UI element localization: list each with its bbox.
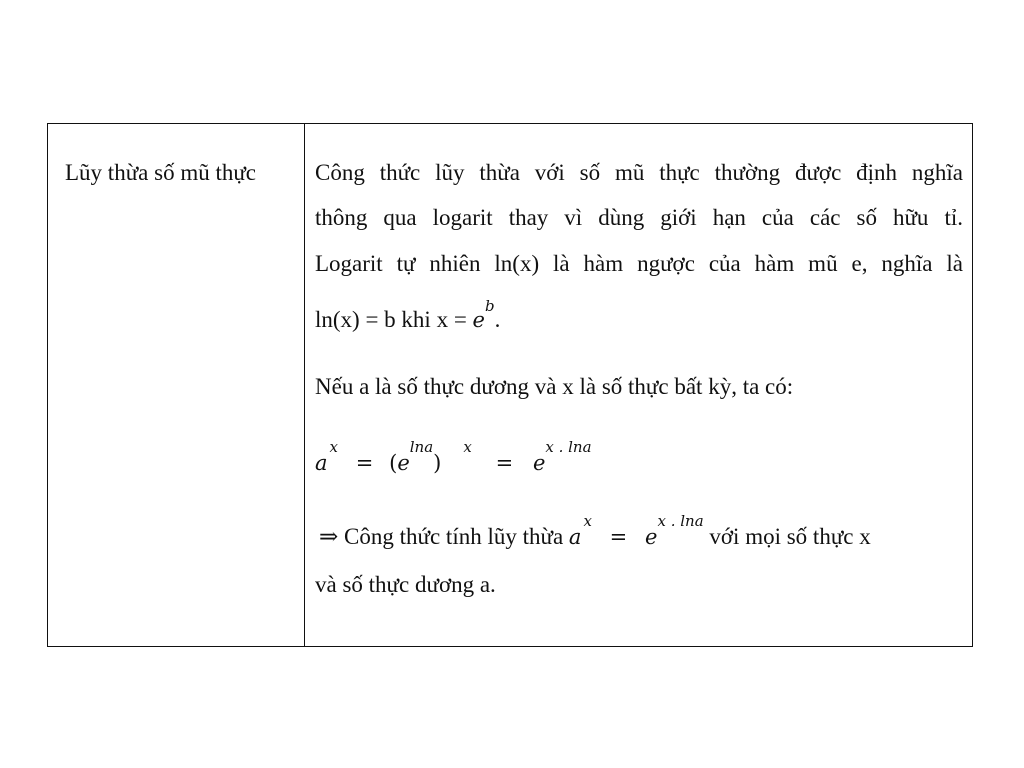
- conclusion-e: e: [645, 525, 658, 549]
- conclusion-a: a: [568, 525, 582, 549]
- definition-line-5: Nếu a là số thực dương và x là số thực bất kỳ, ta có:: [315, 374, 794, 399]
- formula-rparen: ): [433, 451, 442, 475]
- conclusion-equals: =: [609, 525, 628, 549]
- definition-line-3: Logarit tự nhiên ln(x) là hàm ngược của hàm mũ e, nghĩa là: [315, 251, 963, 276]
- conclusion-line-2: và số thực dương a.: [315, 572, 496, 597]
- definition-line-4: [315, 297, 963, 333]
- conclusion-text-after: với mọi số thực x: [709, 524, 871, 549]
- definition-table: [47, 123, 973, 647]
- definition-line-1: Công thức lũy thừa với số mũ thực thường được định nghĩa: [315, 160, 963, 185]
- period: .: [494, 307, 501, 332]
- exponent-b: b: [484, 297, 495, 315]
- conclusion-line: [319, 512, 967, 550]
- formula-equals-2: =: [495, 451, 514, 475]
- formula-a: a: [315, 451, 328, 475]
- conclusion-exp-x: x: [583, 512, 592, 530]
- formula-lparen: (: [389, 451, 398, 475]
- formula-exp-xlna: x . lna: [545, 438, 592, 456]
- conclusion-text-before: Công thức tính lũy thừa: [344, 524, 564, 549]
- formula-equals-1: =: [355, 451, 374, 475]
- conclusion-exp-xlna: x . lna: [657, 512, 704, 530]
- formula-exp-x: x: [329, 438, 338, 456]
- term-cell: [48, 124, 305, 646]
- formula-exp-lna: lna: [409, 438, 434, 456]
- formula-e-2: e: [532, 451, 546, 475]
- term-label: Lũy thừa số mũ thực: [65, 160, 257, 185]
- formula-line: [315, 438, 963, 476]
- base-e: e: [472, 308, 485, 332]
- ln-equation-text: ln(x) = b khi x =: [315, 307, 473, 332]
- formula-exp-x-outer: x: [463, 438, 472, 456]
- definition-line-2: thông qua logarit thay vì dùng giới hạn của các số hữu tỉ.: [315, 205, 963, 230]
- implies-arrow: ⇒: [319, 524, 339, 549]
- definition-cell: [305, 124, 972, 646]
- formula-e: e: [397, 451, 410, 475]
